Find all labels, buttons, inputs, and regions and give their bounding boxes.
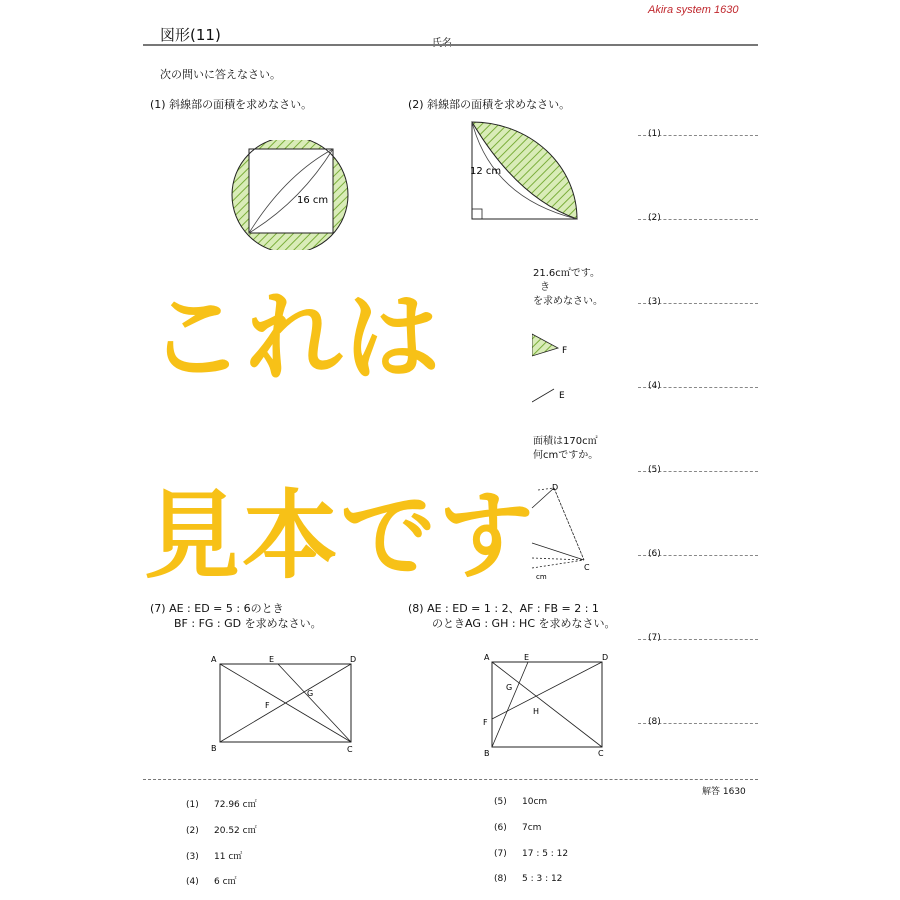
answer-key-item: (5) 10cm [494,797,548,807]
fig8-label-d: D [602,653,609,662]
q3-text-2: き [540,282,550,293]
answer-line-label: (5) [648,465,661,475]
answer-separator [143,779,758,780]
figure-2 [462,118,587,228]
fig8-label-a: A [484,653,490,662]
fig8-label-c: C [598,749,604,758]
fig2-dimension: 12 cm [470,166,502,177]
figure-7 [205,650,370,760]
instructions: 次の問いに答えなさい。 [160,68,281,81]
answer-line-label: (1) [648,129,661,139]
answer-line-4[interactable] [638,373,758,391]
question-8-line-1: (8) AE : ED = 1 : 2、AF : FB = 2 : 1 [408,602,599,615]
figure-5-fragment [530,478,600,586]
figure-3-fragment [532,330,582,360]
fig5-label-c: C [584,563,590,572]
answer-key-item: (1) 72.96 c㎡ [186,800,257,810]
answer-line-7[interactable] [638,625,758,643]
answer-key-label: 解答 1630 [702,787,746,797]
answer-key-item: (8) 5 : 3 : 12 [494,874,563,884]
q5-text-1: 面積は170c㎡ [533,436,598,447]
brand-label: Akira system 1630 [648,4,739,16]
fig7-label-b: B [211,744,217,753]
answer-line-label: (4) [648,381,661,391]
fig7-label-g: G [307,689,314,698]
q5-text-2: 何cmですか。 [533,450,599,461]
fig5-label-d: D [552,483,559,492]
watermark-line-1: これは [148,282,442,394]
figure-8 [478,648,618,762]
answer-line-3[interactable] [638,289,758,307]
fig8-label-e: E [524,653,530,662]
answer-key-item: (4) 6 c㎡ [186,877,237,887]
answer-key-item: (2) 20.52 c㎡ [186,826,257,836]
answer-line-5[interactable] [638,457,758,475]
fig8-label-f: F [483,718,488,727]
name-label [432,34,452,49]
fig7-label-c: C [347,745,353,754]
fig8-label-h: H [533,707,540,716]
fig1-dimension: 16 cm [297,195,329,206]
figure-4-fragment [532,382,582,408]
fig4-label-e: E [559,391,565,401]
answer-line-label: (6) [648,549,661,559]
answer-line-6[interactable] [638,541,758,559]
fig7-label-f: F [265,701,270,710]
fig8-label-b: B [484,749,490,758]
q3-text-3: を求めなさい。 [533,296,603,307]
answer-line-8[interactable] [638,709,758,727]
answer-key-item: (3) 11 c㎡ [186,852,243,862]
fig7-label-e: E [269,655,275,664]
q3-text-1: 21.6c㎡です。 [533,268,600,279]
question-8-line-2: のときAG : GH : HC を求めなさい。 [432,617,616,630]
answer-line-label: (8) [648,717,661,727]
question-1: (1) 斜線部の面積を求めなさい。 [150,98,313,111]
answer-key-item: (7) 17 : 5 : 12 [494,849,569,859]
answer-line-1[interactable] [638,121,758,139]
figure-1 [225,140,355,250]
answer-line-label: (7) [648,633,661,643]
fig7-label-d: D [350,655,357,664]
answer-key-item: (6) 7cm [494,823,542,833]
fig5-label-cm: cm [536,573,547,581]
answer-line-2[interactable] [638,205,758,223]
answer-line-label: (2) [648,213,661,223]
question-2: (2) 斜線部の面積を求めなさい。 [408,98,571,111]
watermark-line-2: 見本です [144,480,536,592]
page-title: 図形(11) [160,26,221,44]
question-7-line-2: BF : FG : GD を求めなさい。 [174,617,322,630]
fig8-label-g: G [506,683,513,692]
question-7-line-1: (7) AE : ED = 5 : 6のとき [150,602,284,615]
fig3-label-f: F [562,346,568,356]
answer-line-label: (3) [648,297,661,307]
header-rule [143,44,758,46]
fig7-label-a: A [211,655,217,664]
